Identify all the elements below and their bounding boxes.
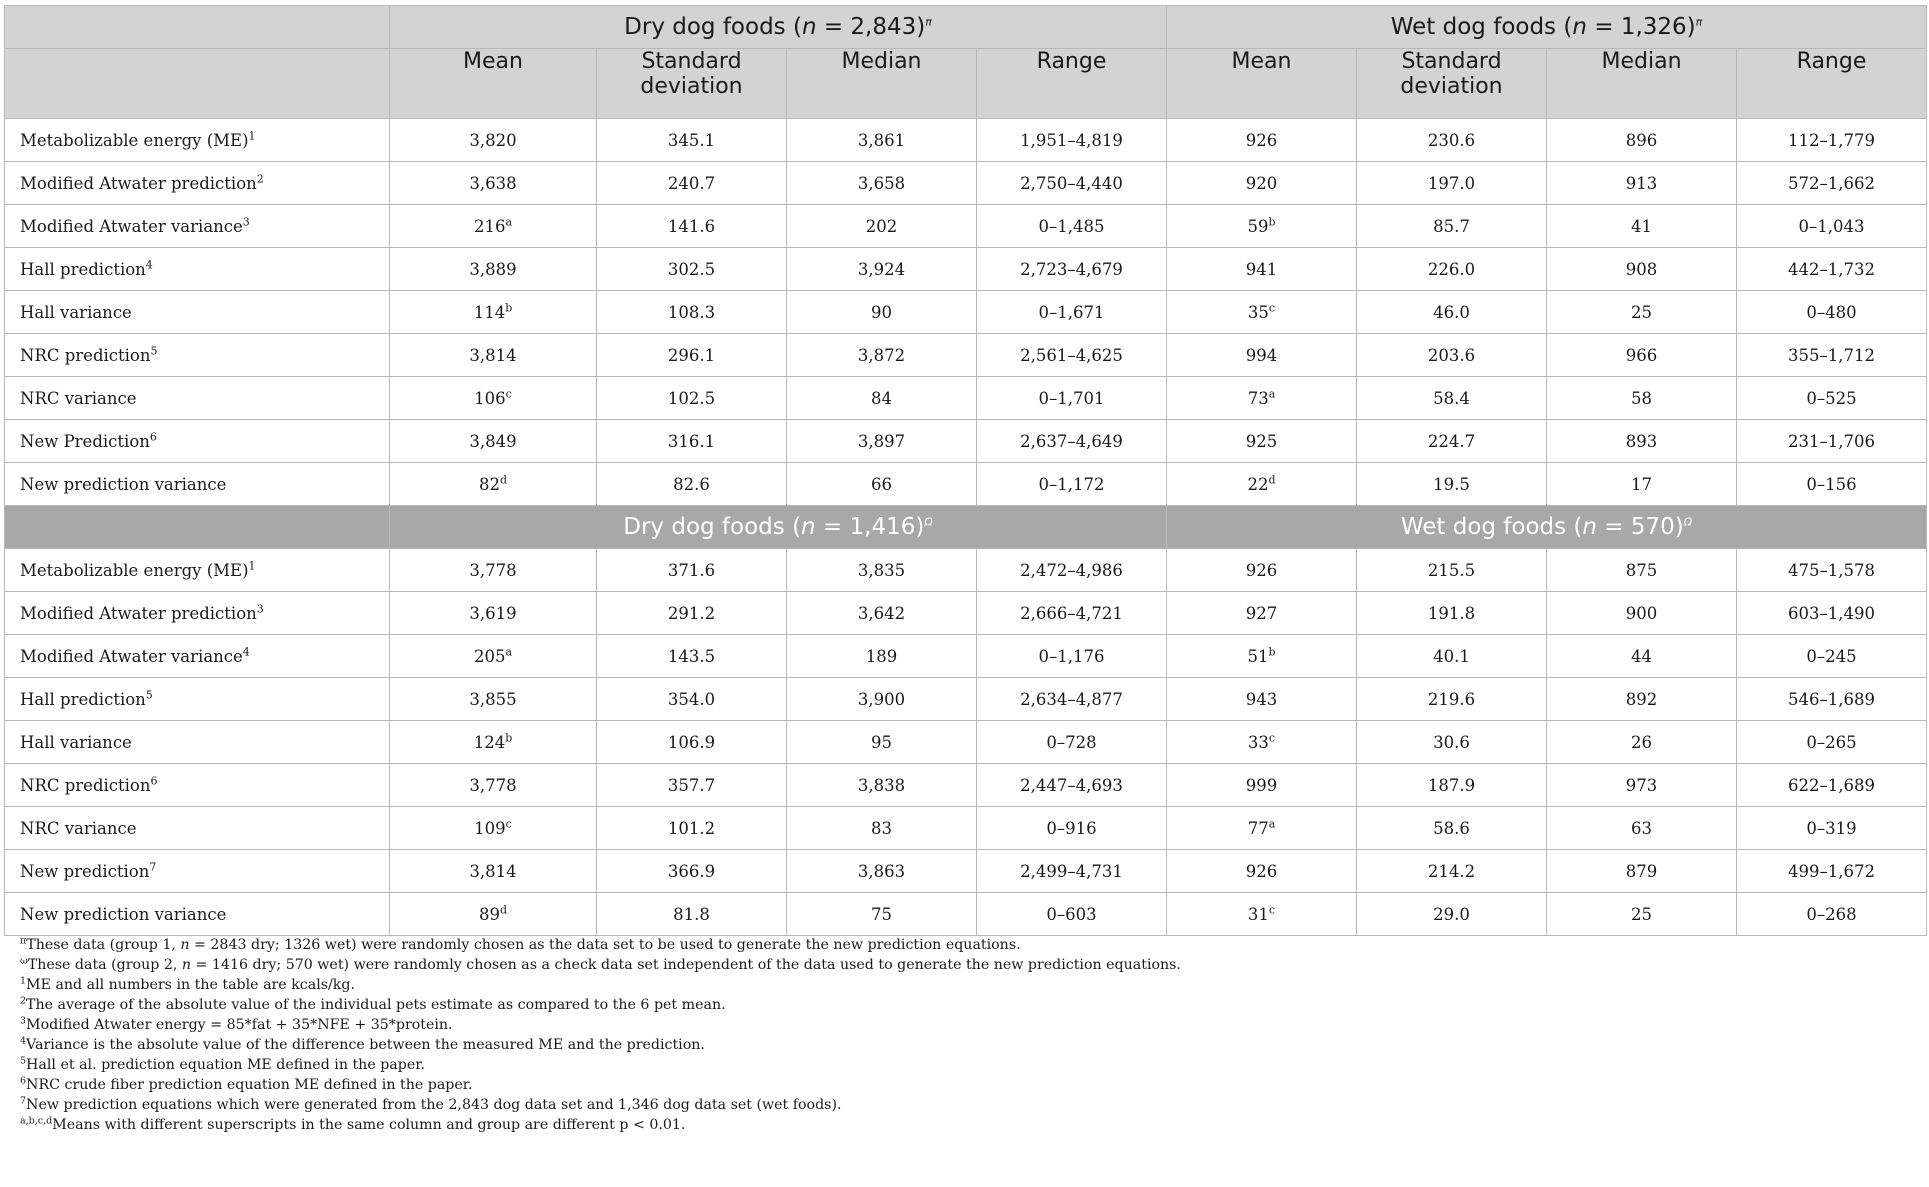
wet-group1-header: Wet dog foods (n = 1,326)$^\pi$ — [1167, 6, 1927, 49]
cell-dry-median: 3,897 — [787, 420, 977, 463]
cell-wet-median: 973 — [1547, 764, 1737, 807]
cell-wet-mean: 943 — [1167, 678, 1357, 721]
cell-wet-mean: 926 — [1167, 119, 1357, 162]
cell-dry-range: 2,472–4,986 — [977, 549, 1167, 592]
table-row — [5, 377, 1927, 420]
row-label: Metabolizable energy (ME)$^1$ — [5, 549, 390, 592]
cell-dry-sd: 302.5 — [597, 248, 787, 291]
cell-wet-mean: 927 — [1167, 592, 1357, 635]
row-label: Modified Atwater variance$^4$ — [5, 635, 390, 678]
cell-wet-range: 355–1,712 — [1737, 334, 1927, 377]
cell-dry-median: 3,642 — [787, 592, 977, 635]
cell-dry-sd: 345.1 — [597, 119, 787, 162]
cell-wet-sd: 230.6 — [1357, 119, 1547, 162]
cell-dry-median: 189 — [787, 635, 977, 678]
cell-wet-sd: 30.6 — [1357, 721, 1547, 764]
cell-dry-range: 0–603 — [977, 893, 1167, 936]
cell-dry-median: 95 — [787, 721, 977, 764]
cell-dry-median: 3,900 — [787, 678, 977, 721]
cell-dry-median: 84 — [787, 377, 977, 420]
cell-wet-range: 603–1,490 — [1737, 592, 1927, 635]
cell-dry-mean: 216$^a$ — [390, 205, 597, 248]
cell-wet-mean: 31$^c$ — [1167, 893, 1357, 936]
cell-dry-mean: 3,889 — [390, 248, 597, 291]
table-row — [5, 893, 1927, 936]
column-header-wet-sd: Standard deviation — [1357, 49, 1547, 119]
cell-wet-mean: 33$^c$ — [1167, 721, 1357, 764]
cell-dry-range: 2,750–4,440 — [977, 162, 1167, 205]
cell-dry-mean: 3,638 — [390, 162, 597, 205]
row-label: Hall variance — [5, 721, 390, 764]
cell-dry-mean: 114$^b$ — [390, 291, 597, 334]
cell-wet-sd: 224.7 — [1357, 420, 1547, 463]
cell-wet-mean: 941 — [1167, 248, 1357, 291]
cell-wet-mean: 77$^a$ — [1167, 807, 1357, 850]
column-header-dry-mean: Mean — [390, 49, 597, 119]
cell-dry-range: 0–1,701 — [977, 377, 1167, 420]
footnote: $^2$The average of the absolute value of the individual pets estimate as compared to the 6 pet mean. — [20, 995, 726, 1013]
cell-dry-mean: 3,849 — [390, 420, 597, 463]
cell-dry-mean: 89$^d$ — [390, 893, 597, 936]
cell-dry-mean: 109$^c$ — [390, 807, 597, 850]
cell-wet-median: 913 — [1547, 162, 1737, 205]
group2-header-row — [5, 506, 1927, 549]
table-row — [5, 807, 1927, 850]
cell-dry-median: 3,872 — [787, 334, 977, 377]
cell-wet-mean: 35$^c$ — [1167, 291, 1357, 334]
cell-wet-range: 0–265 — [1737, 721, 1927, 764]
cell-dry-mean: 124$^b$ — [390, 721, 597, 764]
table-row — [5, 205, 1927, 248]
cell-wet-mean: 926 — [1167, 850, 1357, 893]
cell-dry-sd: 102.5 — [597, 377, 787, 420]
cell-wet-mean: 926 — [1167, 549, 1357, 592]
table-row — [5, 291, 1927, 334]
cell-wet-mean: 22$^d$ — [1167, 463, 1357, 506]
cell-wet-mean: 73$^a$ — [1167, 377, 1357, 420]
cell-wet-median: 875 — [1547, 549, 1737, 592]
footnote: $^5$Hall et al. prediction equation ME defined in the paper. — [20, 1055, 425, 1073]
cell-dry-mean: 3,855 — [390, 678, 597, 721]
energy-prediction-table — [4, 5, 1927, 936]
cell-wet-sd: 19.5 — [1357, 463, 1547, 506]
row-label: NRC variance — [5, 807, 390, 850]
cell-dry-mean: 106$^c$ — [390, 377, 597, 420]
cell-dry-mean: 82$^d$ — [390, 463, 597, 506]
table-row — [5, 592, 1927, 635]
cell-wet-median: 58 — [1547, 377, 1737, 420]
cell-dry-median: 66 — [787, 463, 977, 506]
group1-body — [5, 119, 1927, 506]
footnote: $^3$Modified Atwater energy = 85*fat + 35*NFE + 35*protein. — [20, 1015, 453, 1033]
cell-dry-range: 2,634–4,877 — [977, 678, 1167, 721]
cell-wet-mean: 59$^b$ — [1167, 205, 1357, 248]
footnote: $^6$NRC crude fiber prediction equation ME defined in the paper. — [20, 1075, 473, 1093]
cell-wet-sd: 197.0 — [1357, 162, 1547, 205]
cell-wet-mean: 999 — [1167, 764, 1357, 807]
footnote: $^\pi$These data (group 1, n = 2843 dry; 1326 wet) were randomly chosen as the data set to be used to generate the new prediction equations. — [20, 935, 1021, 953]
column-header-wet-median: Median — [1547, 49, 1737, 119]
table-row — [5, 463, 1927, 506]
table-footnotes — [20, 935, 1900, 1135]
footnote: $^7$New prediction equations which were generated from the 2,843 dog data set and 1,346 dog data set (wet foods). — [20, 1095, 842, 1113]
cell-dry-sd: 143.5 — [597, 635, 787, 678]
column-header-wet-mean: Mean — [1167, 49, 1357, 119]
cell-wet-range: 112–1,779 — [1737, 119, 1927, 162]
cell-wet-range: 0–156 — [1737, 463, 1927, 506]
table-row — [5, 248, 1927, 291]
column-header-dry-median: Median — [787, 49, 977, 119]
cell-dry-mean: 3,778 — [390, 764, 597, 807]
row-label: NRC variance — [5, 377, 390, 420]
footnote: $^4$Variance is the absolute value of the difference between the measured ME and the prediction. — [20, 1035, 705, 1053]
blank-header-cell — [5, 6, 390, 49]
row-label: Hall prediction$^5$ — [5, 678, 390, 721]
cell-wet-sd: 214.2 — [1357, 850, 1547, 893]
group1-header-row — [5, 6, 1927, 49]
cell-dry-sd: 366.9 — [597, 850, 787, 893]
cell-wet-mean: 925 — [1167, 420, 1357, 463]
cell-wet-sd: 29.0 — [1357, 893, 1547, 936]
data-table-container — [4, 5, 1926, 936]
cell-dry-range: 2,723–4,679 — [977, 248, 1167, 291]
wet-group2-header: Wet dog foods (n = 570)$^\Omega$ — [1167, 506, 1927, 549]
table-row — [5, 162, 1927, 205]
cell-wet-range: 231–1,706 — [1737, 420, 1927, 463]
cell-dry-sd: 82.6 — [597, 463, 787, 506]
row-label: Hall prediction$^4$ — [5, 248, 390, 291]
row-label: Modified Atwater prediction$^2$ — [5, 162, 390, 205]
cell-dry-range: 2,561–4,625 — [977, 334, 1167, 377]
cell-dry-median: 3,861 — [787, 119, 977, 162]
cell-wet-range: 572–1,662 — [1737, 162, 1927, 205]
row-label: NRC prediction$^5$ — [5, 334, 390, 377]
cell-wet-range: 622–1,689 — [1737, 764, 1927, 807]
table-row — [5, 119, 1927, 162]
cell-wet-mean: 920 — [1167, 162, 1357, 205]
cell-wet-median: 966 — [1547, 334, 1737, 377]
cell-wet-range: 0–319 — [1737, 807, 1927, 850]
table-row — [5, 721, 1927, 764]
cell-dry-median: 3,924 — [787, 248, 977, 291]
cell-dry-range: 0–1,671 — [977, 291, 1167, 334]
cell-dry-range: 0–1,485 — [977, 205, 1167, 248]
cell-wet-sd: 187.9 — [1357, 764, 1547, 807]
cell-wet-range: 0–268 — [1737, 893, 1927, 936]
cell-dry-range: 2,447–4,693 — [977, 764, 1167, 807]
cell-dry-median: 202 — [787, 205, 977, 248]
cell-wet-sd: 58.6 — [1357, 807, 1547, 850]
cell-dry-mean: 3,814 — [390, 850, 597, 893]
cell-wet-range: 0–525 — [1737, 377, 1927, 420]
row-label: Hall variance — [5, 291, 390, 334]
cell-wet-range: 0–245 — [1737, 635, 1927, 678]
table-row — [5, 334, 1927, 377]
footnote: $^{a,b,c,d}$Means with different superscripts in the same column and group are different p < 0.01. — [20, 1115, 686, 1133]
cell-dry-sd: 291.2 — [597, 592, 787, 635]
cell-dry-sd: 101.2 — [597, 807, 787, 850]
cell-wet-median: 17 — [1547, 463, 1737, 506]
column-header-wet-range: Range — [1737, 49, 1927, 119]
cell-dry-median: 75 — [787, 893, 977, 936]
group2-header-section — [5, 506, 1927, 549]
cell-wet-sd: 46.0 — [1357, 291, 1547, 334]
cell-wet-median: 900 — [1547, 592, 1737, 635]
cell-wet-median: 41 — [1547, 205, 1737, 248]
cell-dry-mean: 3,820 — [390, 119, 597, 162]
cell-dry-median: 90 — [787, 291, 977, 334]
column-header-dry-range: Range — [977, 49, 1167, 119]
cell-dry-sd: 354.0 — [597, 678, 787, 721]
footnote: $^1$ME and all numbers in the table are kcals/kg. — [20, 975, 355, 993]
row-label: New prediction variance — [5, 893, 390, 936]
table-row — [5, 549, 1927, 592]
cell-wet-sd: 40.1 — [1357, 635, 1547, 678]
cell-dry-range: 0–1,172 — [977, 463, 1167, 506]
cell-dry-sd: 81.8 — [597, 893, 787, 936]
cell-dry-range: 0–916 — [977, 807, 1167, 850]
cell-wet-range: 546–1,689 — [1737, 678, 1927, 721]
table-row — [5, 678, 1927, 721]
table-row — [5, 850, 1927, 893]
cell-wet-median: 892 — [1547, 678, 1737, 721]
cell-wet-sd: 219.6 — [1357, 678, 1547, 721]
column-header-dry-sd: Standard deviation — [597, 49, 787, 119]
cell-dry-sd: 240.7 — [597, 162, 787, 205]
cell-dry-sd: 357.7 — [597, 764, 787, 807]
cell-wet-range: 0–1,043 — [1737, 205, 1927, 248]
cell-dry-range: 2,637–4,649 — [977, 420, 1167, 463]
cell-wet-range: 442–1,732 — [1737, 248, 1927, 291]
cell-wet-mean: 994 — [1167, 334, 1357, 377]
dry-group1-header: Dry dog foods (n = 2,843)$^\pi$ — [390, 6, 1167, 49]
row-label: NRC prediction$^6$ — [5, 764, 390, 807]
footnote: $^\omega$These data (group 2, n = 1416 dry; 570 wet) were randomly chosen as a check data set independent of the data used to generate the new prediction equations. — [20, 955, 1181, 973]
cell-wet-sd: 85.7 — [1357, 205, 1547, 248]
cell-dry-range: 0–1,176 — [977, 635, 1167, 678]
cell-wet-median: 908 — [1547, 248, 1737, 291]
cell-dry-sd: 106.9 — [597, 721, 787, 764]
cell-wet-median: 44 — [1547, 635, 1737, 678]
cell-dry-median: 83 — [787, 807, 977, 850]
row-label: New prediction variance — [5, 463, 390, 506]
cell-wet-sd: 226.0 — [1357, 248, 1547, 291]
cell-wet-median: 25 — [1547, 291, 1737, 334]
cell-wet-median: 25 — [1547, 893, 1737, 936]
row-label: Modified Atwater prediction$^3$ — [5, 592, 390, 635]
cell-wet-range: 499–1,672 — [1737, 850, 1927, 893]
cell-dry-mean: 3,778 — [390, 549, 597, 592]
cell-dry-sd: 316.1 — [597, 420, 787, 463]
blank-header-cell — [5, 49, 390, 119]
cell-dry-median: 3,835 — [787, 549, 977, 592]
cell-dry-range: 2,499–4,731 — [977, 850, 1167, 893]
cell-wet-sd: 58.4 — [1357, 377, 1547, 420]
cell-wet-median: 26 — [1547, 721, 1737, 764]
row-label: New Prediction$^6$ — [5, 420, 390, 463]
cell-wet-range: 0–480 — [1737, 291, 1927, 334]
cell-dry-range: 2,666–4,721 — [977, 592, 1167, 635]
cell-wet-sd: 191.8 — [1357, 592, 1547, 635]
cell-dry-mean: 3,619 — [390, 592, 597, 635]
cell-dry-mean: 3,814 — [390, 334, 597, 377]
cell-wet-mean: 51$^b$ — [1167, 635, 1357, 678]
cell-dry-sd: 108.3 — [597, 291, 787, 334]
cell-wet-median: 893 — [1547, 420, 1737, 463]
cell-dry-sd: 141.6 — [597, 205, 787, 248]
cell-wet-range: 475–1,578 — [1737, 549, 1927, 592]
cell-dry-median: 3,658 — [787, 162, 977, 205]
blank-header-cell — [5, 506, 390, 549]
cell-dry-median: 3,863 — [787, 850, 977, 893]
group2-body — [5, 549, 1927, 936]
table-row — [5, 420, 1927, 463]
table-row — [5, 635, 1927, 678]
table-row — [5, 764, 1927, 807]
cell-wet-sd: 215.5 — [1357, 549, 1547, 592]
cell-wet-median: 879 — [1547, 850, 1737, 893]
row-label: Metabolizable energy (ME)$^1$ — [5, 119, 390, 162]
cell-dry-sd: 296.1 — [597, 334, 787, 377]
cell-dry-range: 0–728 — [977, 721, 1167, 764]
cell-wet-sd: 203.6 — [1357, 334, 1547, 377]
cell-dry-mean: 205$^a$ — [390, 635, 597, 678]
row-label: New prediction$^7$ — [5, 850, 390, 893]
cell-wet-median: 896 — [1547, 119, 1737, 162]
cell-dry-median: 3,838 — [787, 764, 977, 807]
row-label: Modified Atwater variance$^3$ — [5, 205, 390, 248]
column-header-row — [5, 49, 1927, 119]
cell-wet-median: 63 — [1547, 807, 1737, 850]
cell-dry-sd: 371.6 — [597, 549, 787, 592]
dry-group2-header: Dry dog foods (n = 1,416)$^\Omega$ — [390, 506, 1167, 549]
cell-dry-range: 1,951–4,819 — [977, 119, 1167, 162]
